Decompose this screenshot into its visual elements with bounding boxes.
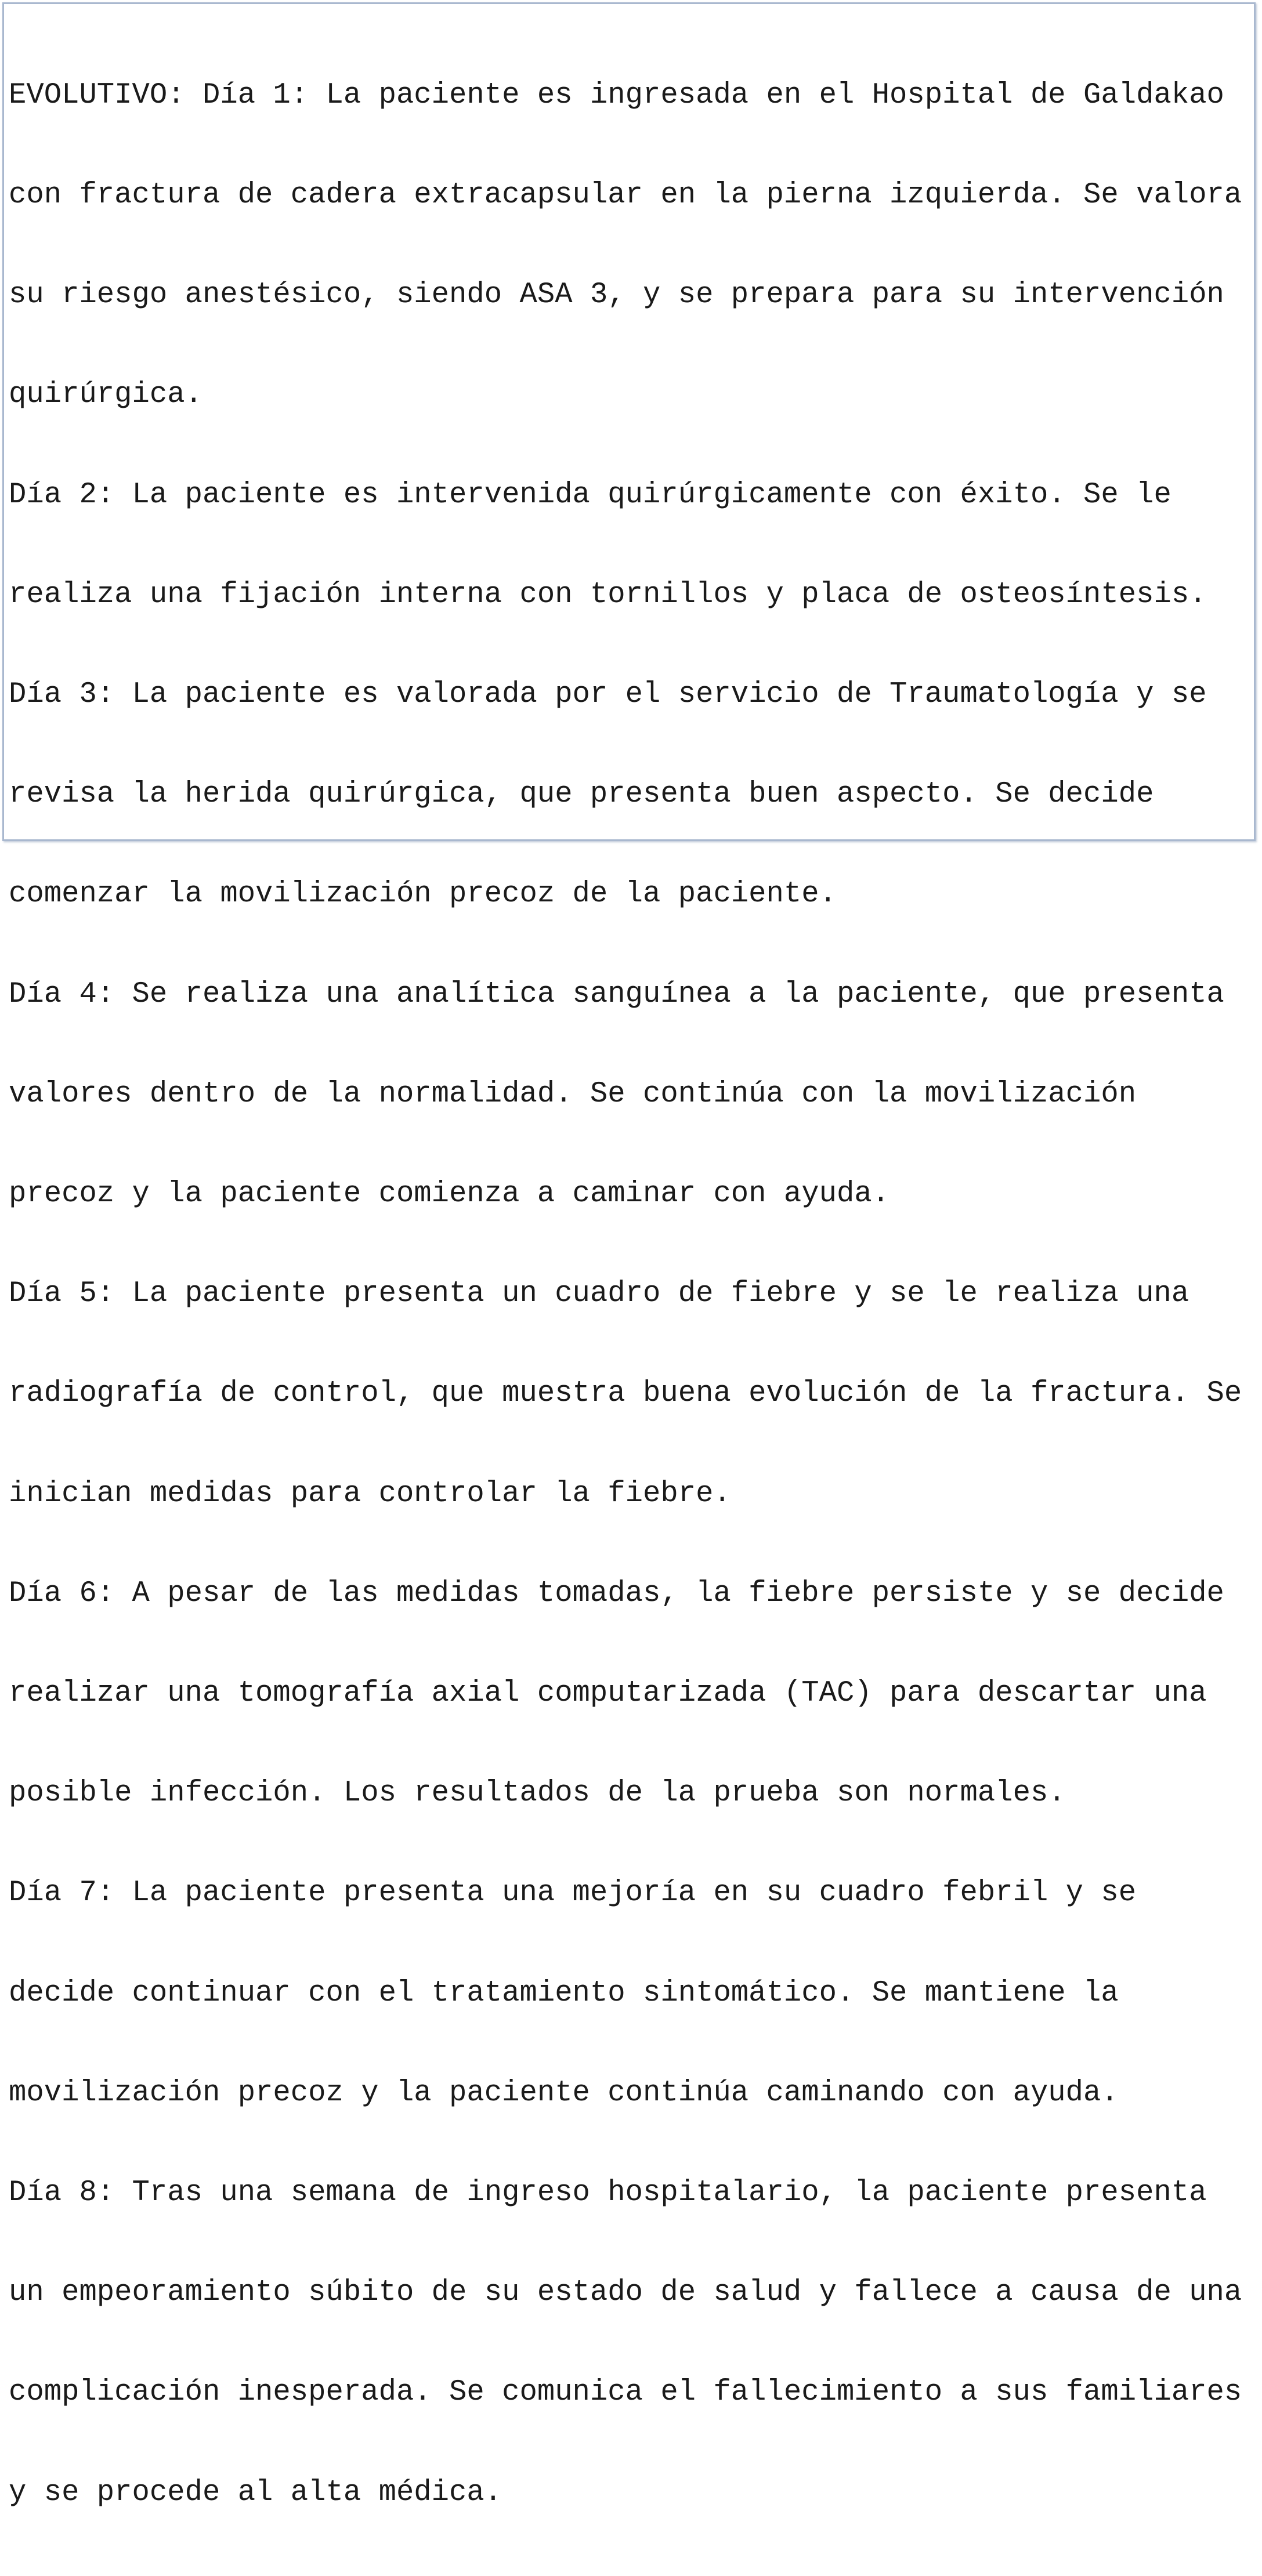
note-line: realiza una fijación interna con tornillos y placa de osteosíntesis. — [9, 578, 1207, 611]
note-line: quirúrgica. — [9, 378, 203, 412]
note-line: EVOLUTIVO: Día 1: La paciente es ingresada en el Hospital de Galdakao — [9, 78, 1224, 112]
note-line: revisa la herida quirúrgica, que presenta buen aspecto. Se decide — [9, 778, 1154, 811]
note-line: su riesgo anestésico, siendo ASA 3, y se prepara para su intervención — [9, 278, 1224, 312]
note-line: complicación inesperada. Se comunica el fallecimiento a sus familiares — [9, 2376, 1242, 2410]
note-line: Día 5: La paciente presenta un cuadro de fiebre y se le realiza una — [9, 1277, 1189, 1311]
evolution-note-text — [9, 12, 1250, 2576]
note-line: un empeoramiento súbito de su estado de salud y fallece a causa de una — [9, 2276, 1242, 2310]
note-line: y se procede al alta médica. — [9, 2476, 502, 2509]
note-line: comenzar la movilización precoz de la paciente. — [9, 878, 837, 911]
note-line: Día 4: Se realiza una analítica sanguínea a la paciente, que presenta — [9, 977, 1224, 1011]
note-line: decide continuar con el tratamiento sintomático. Se mantiene la — [9, 1976, 1119, 2010]
note-line: inician medidas para controlar la fiebre. — [9, 1477, 731, 1510]
note-line: realizar una tomografía axial computarizada (TAC) para descartar una — [9, 1677, 1207, 1711]
note-line: con fractura de cadera extracapsular en la pierna izquierda. Se valora — [9, 179, 1242, 212]
evolution-note-panel — [2, 2, 1256, 2509]
note-line: valores dentro de la normalidad. Se continúa con la movilización — [9, 1077, 1137, 1111]
note-line: movilización precoz y la paciente continúa caminando con ayuda. — [9, 2076, 1119, 2110]
note-line: radiografía de control, que muestra buena evolución de la fractura. Se — [9, 1377, 1242, 1411]
note-line: Día 8: Tras una semana de ingreso hospitalario, la paciente presenta — [9, 2176, 1207, 2210]
note-line: Día 7: La paciente presenta una mejoría en su cuadro febril y se — [9, 1876, 1137, 1910]
note-line: precoz y la paciente comienza a caminar con ayuda. — [9, 1178, 890, 1211]
note-line: Día 3: La paciente es valorada por el servicio de Traumatología y se — [9, 678, 1207, 712]
note-line: posible infección. Los resultados de la prueba son normales. — [9, 1777, 1066, 1810]
note-line: Día 2: La paciente es intervenida quirúrgicamente con éxito. Se le — [9, 478, 1171, 512]
note-line: Día 6: A pesar de las medidas tomadas, la fiebre persiste y se decide — [9, 1577, 1224, 1610]
